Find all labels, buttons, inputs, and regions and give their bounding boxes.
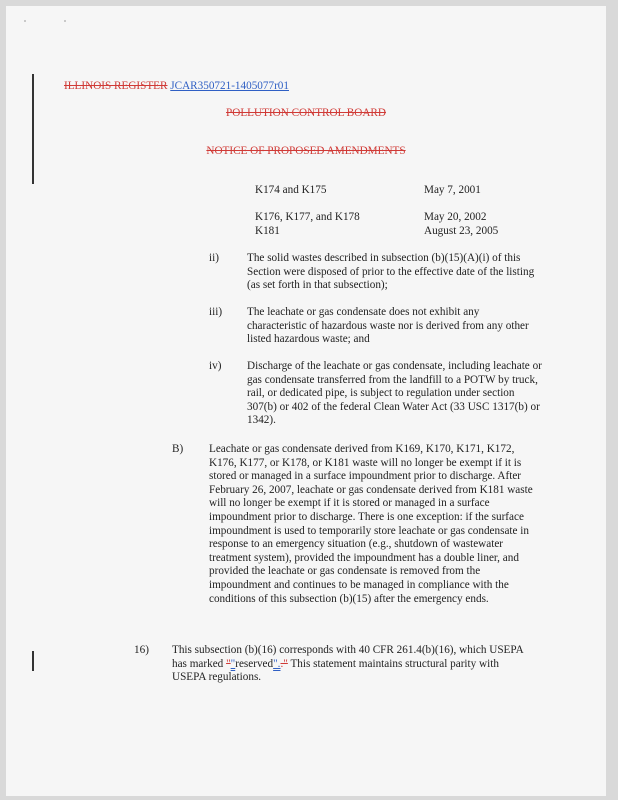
document-page: [6, 6, 606, 796]
inserted-quote: ": [230, 657, 236, 670]
table-cell-date: August 23, 2005: [424, 225, 499, 237]
item-label: B): [172, 443, 184, 455]
table-cell-waste: K181: [255, 225, 280, 237]
board-title-struck: POLLUTION CONTROL BOARD: [226, 107, 386, 119]
item-text: Discharge of the leachate or gas condensate, including leachate or gas condensate transferred from the landfill to a POTW by truck, rail, or dedicated pipe, is subject to regulation under section 307(b) or 402 of the federal Clean Water Act (33 USC 1317(b) or 1342).: [247, 360, 542, 427]
register-header: [64, 80, 289, 94]
reserved-word: reserved: [235, 657, 274, 670]
item-text: Leachate or gas condensate derived from K169, K170, K171, K172, K176, K177, or K178, or K181 waste will no longer be exempt if it is stored or managed in a surface impoundment prior to discharge. After February 26, 2007, leachate or gas condensate derived from K181 waste will no longer be exempt if it is stored or managed in a surface impoundment prior to discharge. There is one exception: if the surface impoundment is used to temporarily store leachate or gas condensate in response to an emergency situation (e.g., shutdown of wastewater treatment system), provided the impoundment has a double liner, and provided the leachate or gas condensate is removed from the impoundment and continues to be managed in compliance with the conditions of this subsection (b)(15) after the emergency ends.: [209, 443, 533, 605]
notice-title-struck: NOTICE OF PROPOSED AMENDMENTS: [206, 145, 406, 157]
table-cell-date: May 7, 2001: [424, 184, 481, 196]
item-label: iv): [209, 360, 222, 372]
paragraph-text: This statement maintains structural parity with USEPA regulations.: [172, 657, 499, 684]
table-cell-waste: K174 and K175: [255, 184, 327, 196]
table-cell-waste: K176, K177, and K178: [255, 211, 360, 223]
paragraph-text: This subsection (b)(16) corresponds with 40 CFR 261.4(b)(16), which USEPA has marked: [172, 644, 524, 670]
deleted-quote: ": [226, 657, 231, 670]
inserted-quote: ".: [273, 657, 281, 670]
deleted-quote: .": [280, 657, 288, 670]
change-bar: [32, 74, 34, 184]
table-cell-date: May 20, 2002: [424, 211, 487, 223]
scan-speck: [64, 20, 66, 22]
item-label: iii): [209, 306, 223, 318]
item-text: [172, 644, 528, 685]
scan-speck: [24, 20, 26, 22]
change-bar: [32, 651, 34, 671]
doc-id-link[interactable]: JCAR350721-1405077r01: [170, 80, 289, 92]
item-text: The leachate or gas condensate does not exhibit any characteristic of hazardous waste nor is derived from any other listed hazardous waste; and: [247, 306, 529, 346]
item-label: 16): [134, 644, 149, 656]
item-text: The solid wastes described in subsection (b)(15)(A)(i) of this Section were disposed of prior to the effective date of the listing (as set forth in that subsection);: [247, 252, 535, 292]
item-label: ii): [209, 252, 219, 264]
register-title-struck: ILLINOIS REGISTER: [64, 80, 168, 92]
